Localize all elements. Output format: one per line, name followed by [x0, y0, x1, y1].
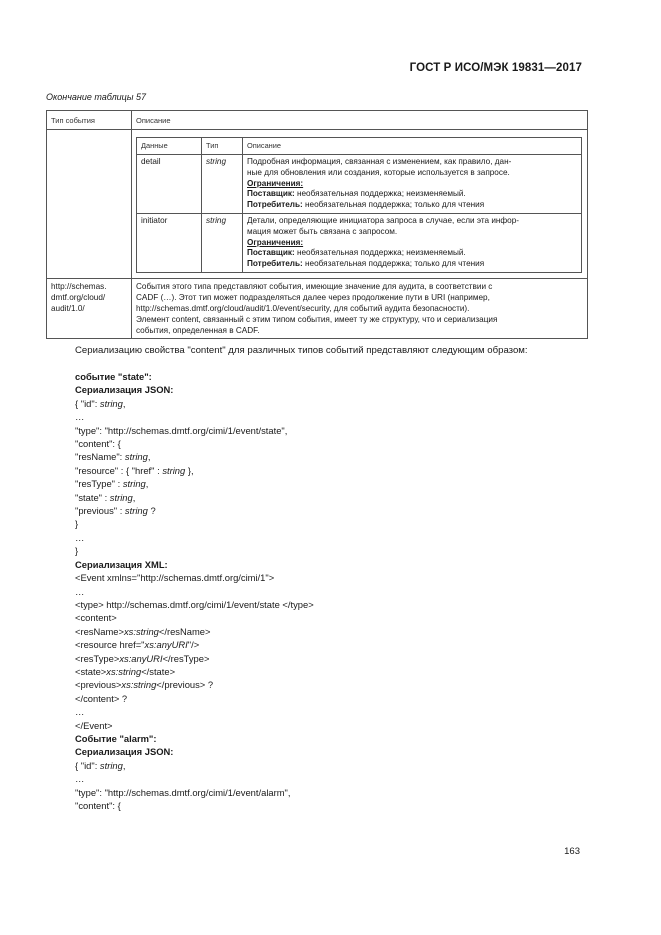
code-line: [75, 799, 314, 812]
code-text: </state>: [141, 665, 176, 677]
data-description-cell: [243, 213, 582, 272]
code-type: string: [109, 491, 133, 503]
nested-row-detail: [137, 155, 582, 214]
code-text: }: [75, 518, 79, 530]
code-text: }: [75, 545, 79, 557]
uri-line: audit/1.0/: [51, 303, 85, 313]
code-line: [75, 665, 314, 678]
description-line: ные для обновления или создания, которые используется в запросе.: [247, 167, 510, 177]
data-name-cell: detail: [137, 155, 202, 214]
code-line: [75, 598, 314, 611]
code-text: </resType>: [162, 652, 210, 664]
description-line: события, определенная в CADF.: [136, 325, 260, 335]
supplier-text: необязательная поддержка; неизменяемый.: [294, 189, 466, 199]
code-text: },: [185, 464, 194, 476]
description-line: События этого типа представляют события, имеющие значение для аудита, в соответствии с: [136, 281, 493, 291]
serialization-section: [75, 370, 314, 812]
event-type-uri-cell: [47, 278, 132, 338]
xml-code-block: [75, 571, 314, 732]
nested-table-cell: [132, 130, 588, 279]
empty-event-type-cell: [47, 130, 132, 279]
data-type-cell: string: [202, 213, 243, 272]
description-line: Подробная информация, связанная с изменением, как правило, дан-: [247, 157, 512, 166]
code-line: [75, 477, 314, 490]
code-line: [75, 504, 314, 517]
code-line: [75, 450, 314, 463]
code-text: "type": "http://schemas.dmtf.org/cimi/1/event/state",: [75, 424, 288, 436]
code-text: "type": "http://schemas.dmtf.org/cimi/1/event/alarm",: [75, 786, 291, 798]
code-type: string: [162, 464, 186, 476]
code-type: string: [124, 505, 148, 517]
uri-line: dmtf.org/cloud/: [51, 292, 106, 302]
code-text: <resource href=": [75, 639, 145, 651]
supplier-line: [247, 248, 577, 259]
code-text: </content> ?: [75, 692, 128, 704]
code-text: </Event>: [75, 719, 113, 731]
code-type: xs:anyURI: [119, 652, 163, 664]
code-text: "/>: [187, 639, 200, 651]
code-type: xs:string: [121, 679, 157, 691]
data-name-cell: initiator: [137, 213, 202, 272]
code-text: …: [75, 585, 85, 597]
code-text: <previous>: [75, 679, 122, 691]
code-text: { "id":: [75, 759, 100, 771]
code-text: ,: [145, 478, 149, 490]
supplier-line: [247, 189, 577, 200]
code-text: ,: [147, 451, 151, 463]
code-line: [75, 638, 314, 651]
code-text: …: [75, 411, 85, 423]
table-caption: Окончание таблицы 57: [46, 92, 146, 102]
code-text: <Event xmlns="http://schemas.dmtf.org/cimi/1">: [75, 572, 275, 584]
code-line: [75, 571, 314, 584]
code-text: ,: [122, 759, 126, 771]
code-type: string: [99, 397, 123, 409]
code-line: [75, 692, 314, 705]
table-row: [47, 278, 588, 338]
code-line: [75, 678, 314, 691]
supplier-text: необязательная поддержка; неизменяемый.: [294, 248, 466, 258]
code-line: [75, 625, 314, 638]
json-code-block: [75, 397, 314, 558]
constraints-label: Ограничения:: [247, 237, 304, 247]
code-text: <resType>: [75, 652, 120, 664]
code-text: </resName>: [158, 625, 211, 637]
code-text: <content>: [75, 612, 117, 624]
constraints-label: Ограничения:: [247, 178, 304, 188]
code-line: [75, 464, 314, 477]
description-line: мация может быть связана с запросом.: [247, 226, 398, 236]
nested-header-type: Тип: [202, 138, 243, 155]
code-text: "content": {: [75, 438, 121, 450]
code-text: "resType" :: [75, 478, 123, 490]
code-line: [75, 759, 314, 772]
json-heading-alarm: Сериализация JSON:: [75, 746, 174, 758]
consumer-text: необязательная поддержка; только для чтения: [302, 200, 485, 210]
code-text: …: [75, 531, 85, 543]
alarm-event-heading: Событие "alarm":: [75, 732, 157, 744]
code-text: …: [75, 706, 85, 718]
code-text: "content": {: [75, 800, 121, 811]
description-line: Детали, определяющие инициатора запроса в случае, если эта инфор-: [247, 215, 520, 225]
code-line: [75, 424, 314, 437]
code-type: string: [124, 451, 148, 463]
code-line: [75, 772, 314, 785]
code-text: { "id":: [75, 397, 100, 409]
data-description-cell: [243, 155, 582, 214]
code-text: "previous" :: [75, 505, 125, 517]
code-line: [75, 531, 314, 544]
table-header-row: [47, 111, 588, 130]
intro-paragraph: Сериализацию свойства "content" для различных типов событий представляют следующим образом:: [75, 345, 528, 356]
description-line: CADF (…). Этот тип может подразделяться далее через продолжение пути в URI (например,: [136, 292, 490, 302]
code-type: string: [122, 478, 146, 490]
code-line: [75, 705, 314, 718]
consumer-label: Потребитель:: [247, 259, 303, 269]
nested-header-data: Данные: [137, 138, 202, 155]
description-line: Элемент content, связанный с этим типом события, имеет ту же структуру, что и сериализация: [136, 314, 498, 324]
code-line: [75, 437, 314, 450]
header-event-type: Тип события: [47, 111, 132, 130]
code-line: [75, 585, 314, 598]
consumer-line: [247, 200, 577, 211]
code-text: <resName>: [75, 625, 124, 637]
table-row: [47, 130, 588, 279]
consumer-label: Потребитель:: [247, 200, 303, 210]
standard-designation: ГОСТ Р ИСО/МЭК 19831—2017: [409, 62, 582, 74]
nested-data-table: [136, 137, 582, 273]
description-line: http://schemas.dmtf.org/cloud/audit/1.0/event/security, для событий аудита безопасности).: [136, 303, 470, 313]
nested-row-initiator: [137, 213, 582, 272]
nested-header-row: [137, 138, 582, 155]
code-text: …: [75, 773, 85, 785]
code-line: [75, 410, 314, 423]
json-code-block-alarm: [75, 759, 314, 813]
consumer-text: необязательная поддержка; только для чтения: [302, 259, 485, 269]
code-type: string: [99, 759, 123, 771]
code-type: xs:string: [106, 665, 142, 677]
supplier-label: Поставщик:: [247, 248, 295, 258]
uri-line: http://schemas.: [51, 281, 107, 291]
event-description-cell: [132, 278, 588, 338]
code-text: ?: [147, 505, 156, 517]
code-line: [75, 719, 314, 732]
nested-header-description: Описание: [243, 138, 582, 155]
xml-heading: Сериализация XML:: [75, 558, 168, 570]
code-type: xs:string: [123, 625, 159, 637]
code-line: [75, 611, 314, 624]
code-text: ,: [122, 397, 126, 409]
header-description: Описание: [132, 111, 588, 130]
code-line: [75, 397, 314, 410]
code-line: [75, 652, 314, 665]
page-number: 163: [564, 846, 580, 857]
code-type: xs:anyURI: [144, 639, 188, 651]
code-text: ,: [132, 491, 136, 503]
code-line: [75, 491, 314, 504]
supplier-label: Поставщик:: [247, 189, 295, 199]
consumer-line: [247, 259, 577, 270]
code-line: [75, 786, 314, 799]
code-text: <type> http://schemas.dmtf.org/cimi/1/event/state </type>: [75, 598, 314, 610]
code-text: <state>: [75, 665, 107, 677]
events-table: [46, 110, 588, 339]
data-type-cell: string: [202, 155, 243, 214]
code-text: "resName":: [75, 451, 125, 463]
code-line: [75, 517, 314, 530]
code-line: [75, 544, 314, 557]
code-text: "state" :: [75, 491, 110, 503]
state-event-heading: событие "state":: [75, 371, 152, 382]
json-heading: Сериализация JSON:: [75, 384, 174, 396]
code-text: "resource" : { "href" :: [75, 464, 163, 476]
code-text: </previous> ?: [156, 679, 214, 691]
